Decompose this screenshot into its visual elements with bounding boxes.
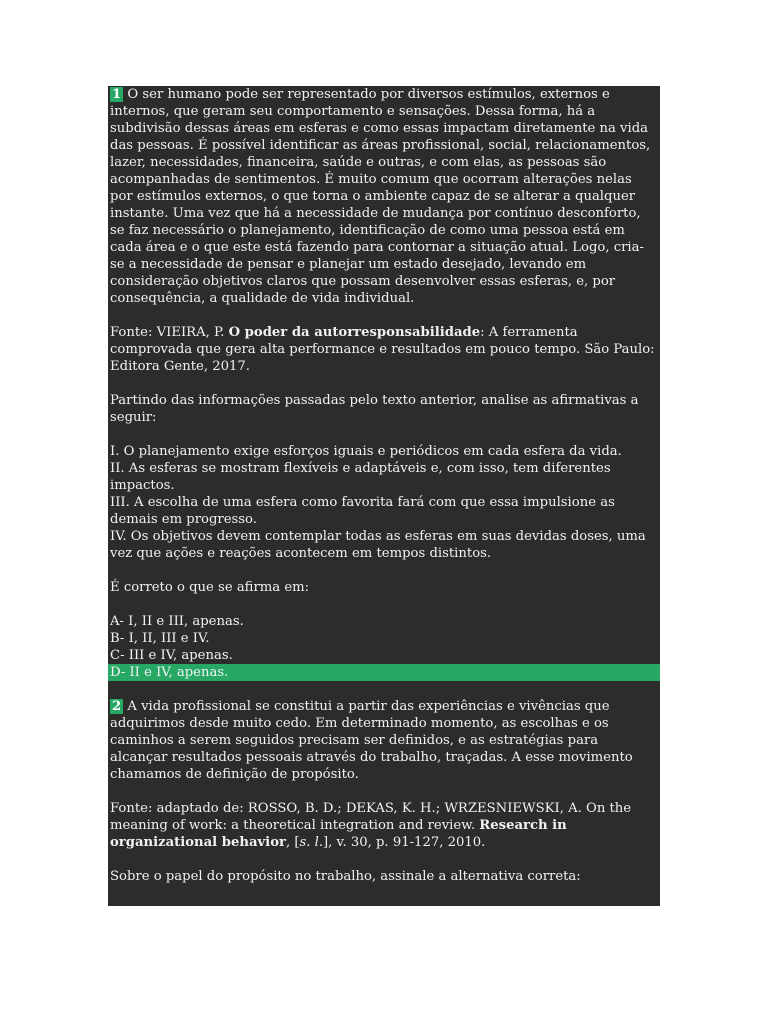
document-text [108, 86, 660, 885]
source-prefix: Fonte: adaptado de: ROSSO, B. D.; DEKAS, K. H.; WRZESNIEWSKI, A. On the meaning of work: a theoretical integration and review. [110, 801, 632, 833]
question-2-number: 2 [112, 699, 122, 714]
option-d-highlighted: D- II e IV, apenas. [108, 664, 660, 681]
source-title: Research in organizational behavior [110, 818, 567, 850]
statement-2: II. As esferas se mostram flexíveis e adaptáveis e, com isso, tem diferentes impactos. [110, 461, 611, 493]
source-prefix: Fonte: VIEIRA, P. [110, 325, 229, 340]
question-1-prompt: Partindo das informações passadas pelo texto anterior, analise as afirmativas a seguir: [110, 393, 639, 425]
question-2-source [110, 800, 658, 851]
question-1-source [110, 324, 658, 375]
question-1-number: 1 [112, 87, 122, 102]
question-2-stem: Sobre o papel do propósito no trabalho, assinale a alternativa correta: [110, 869, 581, 884]
question-1-stem: É correto o que se afirma em: [110, 580, 310, 595]
option-c: C- III e IV, apenas. [110, 648, 233, 663]
statement-1: I. O planejamento exige esforços iguais e periódicos em cada esfera da vida. [110, 444, 622, 459]
question-2-passage-text: A vida profissional se constitui a partir das experiências e vivências que adquirimos desde muito cedo. Em determinado momento, as escolhas e os caminhos a serem seguidos precisam ser definidos, e as estratégias para alcançar resultados pessoais através do trabalho, traçadas. A esse movimento chamamos de definição de propósito. [110, 699, 633, 782]
option-a: A- I, II e III, apenas. [110, 614, 244, 629]
source-italic: s. l. [299, 835, 324, 850]
source-rest: : A ferramenta comprovada que gera alta performance e resultados em pouco tempo. São Paulo: Editora Gente, 2017. [110, 325, 655, 374]
question-1-passage [110, 86, 658, 307]
statement-3: III. A escolha de uma esfera como favorita fará com que essa impulsione as demais em progresso. [110, 495, 615, 527]
option-b: B- I, II, III e IV. [110, 631, 210, 646]
document-page [108, 86, 660, 906]
statement-4: IV. Os objetivos devem contemplar todas as esferas em suas devidas doses, uma vez que ações e reações acontecem em tempos distintos. [110, 529, 646, 561]
question-1-passage-text: O ser humano pode ser representado por diversos estímulos, externos e internos, que geram seu comportamento e sensações. Dessa forma, há a subdivisão dessas áreas em esferas e como essas impactam diretamente na vida das pessoas. É possível identificar as áreas profissional, social, relacionamentos, lazer, necessidades, financeira, saúde e outras, e com elas, as pessoas são acompanhadas de sentimentos. É muito comum que ocorram alterações nelas por estímulos externos, o que torna o ambiente capaz de se alterar a qualquer instante. Uma vez que há a necessidade de mudança por contínuo desconforto, se faz necessário o planejamento, identificação de como uma pessoa está em cada área e o que este está fazendo para contornar a situação atual. Logo, cria-se a necessidade de pensar e planejar um estado desejado, levando em consideração objetivos claros que possam desenvolver essas esferas, e, por consequência, a qualidade de vida individual. [110, 87, 651, 306]
source-mid: , [ [285, 835, 300, 850]
question-2-passage [110, 698, 658, 783]
source-title: O poder da autorresponsabilidade [228, 325, 481, 340]
source-rest: ], v. 30, p. 91-127, 2010. [323, 835, 486, 850]
